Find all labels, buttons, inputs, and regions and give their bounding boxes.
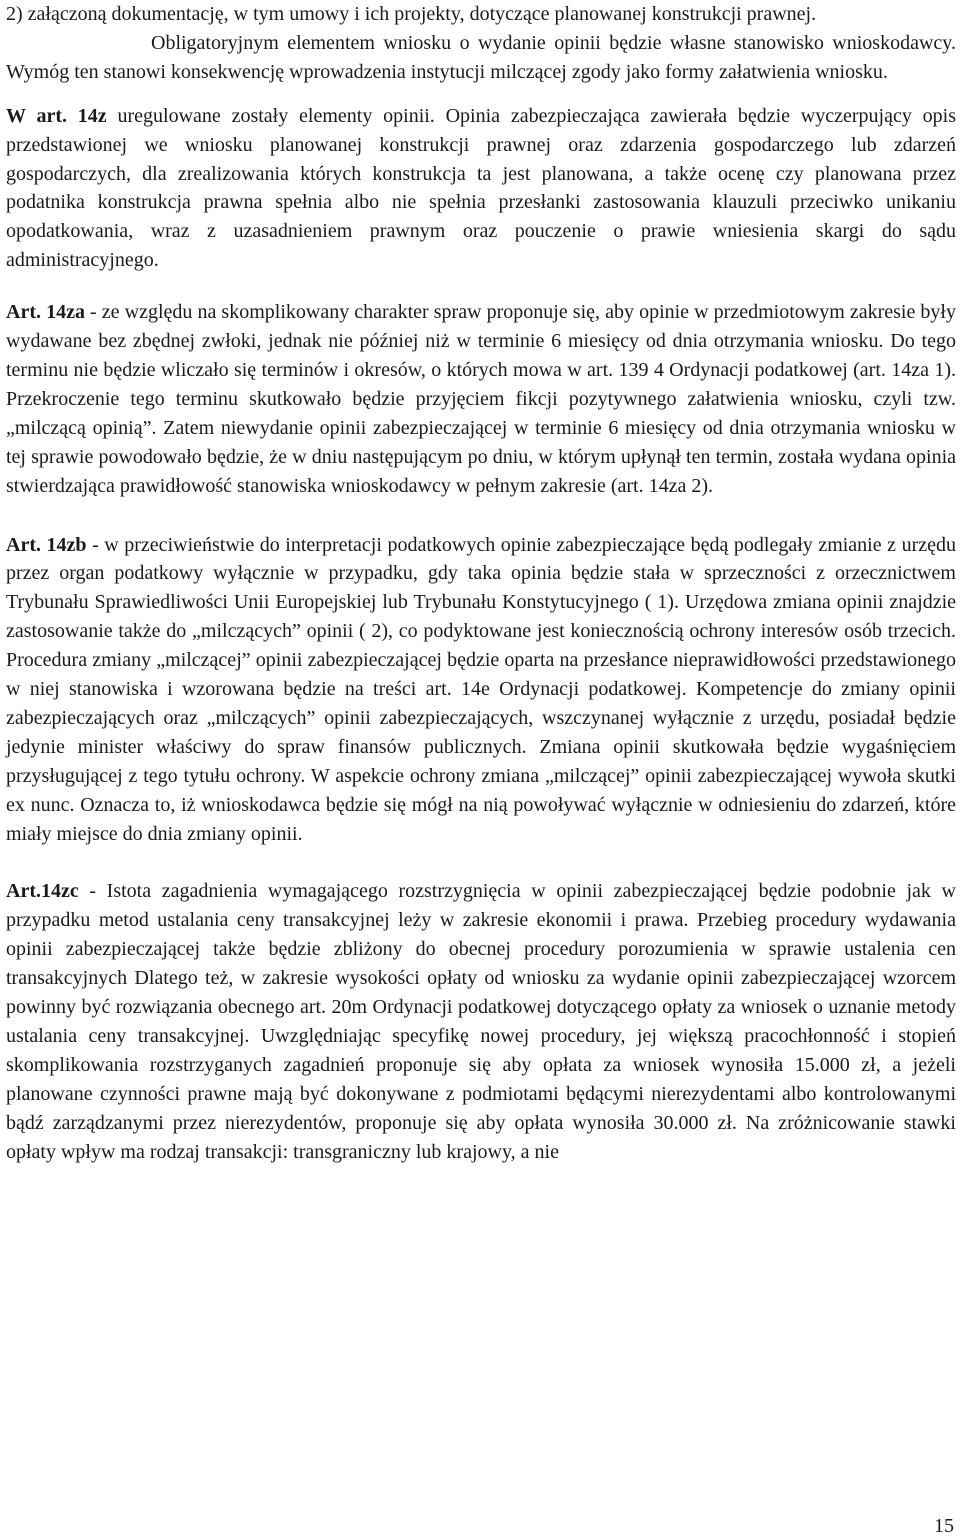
paragraph-obligatory-element: Obligatoryjnym elementem wniosku o wydanie opinii będzie własne stanowisko wnioskodawcy. Wymóg ten stanowi konsekwencję wprowadzenia instytucji milczącej zgody jako formy załatwienia wniosku. xyxy=(6,31,956,83)
list-item-2 xyxy=(6,0,956,29)
paragraph-text: - Istota zagadnienia wymagającego rozstrzygnięcia w opinii zabezpieczającej będzie podobnie jak w przypadku metod ustalania ceny transakcyjnej leży w zakresie ekonomii i prawa. Przebieg procedury wydawania opinii zabezpieczającej także będzie zbliżony do obecnej procedury porozumienia w sprawie ustalenia cen transakcyjnych Dlatego też, w zakresie wysokości opłaty od wniosku za wydanie opinii zabezpieczającej wzorcem powinny być rozwiązania obecnego art. 20m Ordynacji podatkowej dotyczącego opłaty za wniosek o uznanie metody ustalania ceny transakcyjnej. Uwzględniając specyfikę nowej procedury, jej większą pracochłonność i stopień skomplikowania rozstrzyganych zagadnień proponuje się aby opłata za wniosek wynosiła 15.000 zł, a jeżeli planowane czynności prawne mają być dokonywane z podmiotami będącymi nierezydentami albo kontrolowanymi bądź zarządzanymi przez nierezydentów, proponuje się aby opłata wynosiła 30.000 zł. Na zróżnicowanie stawki opłaty wpływ ma rodzaj transakcji: transgraniczny lub krajowy, a nie xyxy=(6,880,956,1163)
text-column xyxy=(6,0,956,1167)
list-item-text: załączoną dokumentację, w tym umowy i ich projekty, dotyczące planowanej konstrukcji prawnej. xyxy=(27,3,817,25)
paragraph-art-14z xyxy=(6,102,956,275)
paragraph-text: uregulowane zostały elementy opinii. Opinia zabezpieczająca zawierała będzie wyczerpujący opis przedstawionej we wniosku planowanej konstrukcji prawnej oraz zdarzenia gospodarczego lub zdarzeń gospodarczych, dla zrealizowania których konstrukcja ta jest planowana, a także ocenę czy planowana przez podatnika konstrukcja prawna spełnia albo nie spełnia przesłanki zastosowania klauzuli przeciwko unikaniu opodatkowania, wraz z uzasadnieniem prawnym oraz pouczenie o prawie wniesienia skargi do sądu administracyjnego. xyxy=(6,104,956,272)
paragraph-art-14za xyxy=(6,298,956,500)
paragraph-art-14zc xyxy=(6,877,956,1166)
paragraph-text: - ze względu na skomplikowany charakter spraw proponuje się, aby opinie w przedmiotowym zakresie były wydawane bez zbędnej zwłoki, jednak nie później niż w terminie 6 miesięcy od dnia otrzymania wniosku. Do tego terminu nie będzie wliczało się terminów i okresów, o których mowa w art. 139 4 Ordynacji podatkowej (art. 14za 1). Przekroczenie tego terminu skutkowało będzie przyjęciem fikcji pozytywnego załatwienia wniosku, czyli tzw. „milczącą opinią”. Zatem niewydanie opinii zabezpieczającej w terminie 6 miesięcy od dnia otrzymania wniosku w tej sprawie powodowało będzie, że w dniu następującym po dniu, w którym upłynął ten termin, została wydana opinia stwierdzająca prawidłowość stanowiska wnioskodawcy w pełnym zakresie (art. 14za 2). xyxy=(6,301,956,497)
paragraph-text: - w przeciwieństwie do interpretacji podatkowych opinie zabezpieczające będą podlegały zmianie z urzędu przez organ podatkowy wyłącznie w przypadku, gdy taka opinia będzie stała w sprzeczności z orzecznictwem Trybunału Sprawiedliwości Unii Europejskiej lub Trybunału Konstytucyjnego ( 1). Urzędowa zmiana opinii znajdzie zastosowanie także do „milczących” opinii ( 2), co podyktowane jest koniecznością ochrony interesów osób trzecich. Procedura zmiany „milczącej” opinii zabezpieczającej będzie oparta na przesłance nieprawidłowości przedstawionego w niej stanowiska i wzorowana będzie na treści art. 14e Ordynacji podatkowej. Kompetencje do zmiany opinii zabezpieczających oraz „milczących” opinii zabezpieczających, wszczynanej wyłącznie z urzędu, posiadał będzie jedynie minister właściwy do spraw finansów publicznych. Zmiana opinii skutkowała będzie wygaśnięciem przysługującej z tego tytułu ochrony. W aspekcie ochrony zmiana „milczącej” opinii zabezpieczającej wywoła skutki ex nunc. Oznacza to, iż wnioskodawca będzie się mógł na nią powoływać wyłącznie w odniesieniu do zdarzeń, które miały miejsce do dnia zmiany opinii. xyxy=(6,533,956,845)
page-number: 15 xyxy=(934,1515,954,1537)
list-item-number: 2) xyxy=(6,3,23,25)
article-label: Art.14zc xyxy=(6,880,79,903)
article-label: W art. 14z xyxy=(6,104,107,127)
article-label: Art. 14za xyxy=(6,301,85,324)
paragraph-art-14zb xyxy=(6,531,956,849)
article-label: Art. 14zb xyxy=(6,533,87,556)
